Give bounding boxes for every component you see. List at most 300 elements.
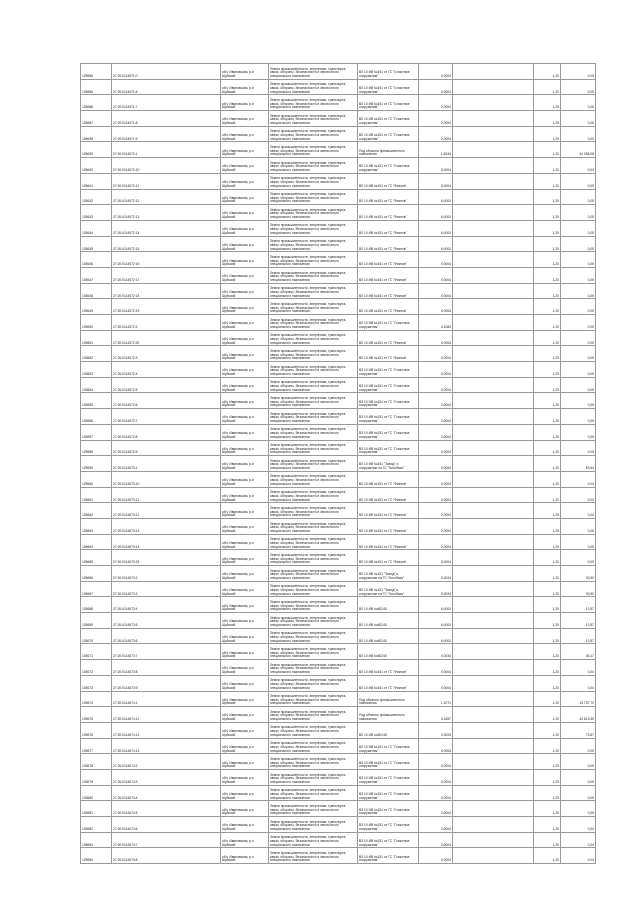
cell-rate: 1,20 [534,848,561,864]
cell-empty [453,581,534,597]
cell-record-id: 105669 [81,613,112,629]
address-line: обл. Ивановская, р-н [222,164,254,169]
cell-document: ВЗ 10 ИВ №151 от ГС "Очистные сооружения" [358,79,419,95]
cell-record-id: 105667 [81,581,112,597]
cell-empty [453,111,534,127]
cell-record-id: 105662 [81,503,112,519]
cell-cadastral-number: 27:20:0114572:1 [112,142,221,158]
cell-cadastral-number: 27:20:0114574:6 [112,817,221,833]
cell-empty [453,613,534,629]
cell-document: ВЗ 10 ИВ №151 от ГС "Очистные сооружения" [358,315,419,331]
address-line: обл. Ивановская, р-н [222,540,254,545]
cell-document: ВЗ 10 ИВ №151 от ГС "Фекнов" [358,660,419,676]
cell-document: ВЗ 10 ИВ №151 от ГС "Фекнов" [358,205,419,221]
cell-rate: 1,20 [534,487,561,503]
cell-address [221,785,269,801]
cell-document: ВЗ 10 ИВ №151 от ГС "Фекнов" [358,189,419,205]
cell-empty [453,738,534,754]
cell-area: 0,0004 [419,550,453,566]
table-row [81,675,596,691]
table-row [81,252,596,268]
cell-land-category: Земли промышленности, энергетики, транспорта, связи, обороны, безопасности и земли иного специального назначения [269,236,358,252]
cell-empty [453,424,534,440]
cell-empty [453,722,534,738]
land-register-table [80,63,596,864]
cell-record-id: 105673 [81,675,112,691]
table-row [81,393,596,409]
table-row [81,581,596,597]
table-row [81,377,596,393]
cell-tax: 0,05 [561,220,596,236]
address-line: Шуйский [222,748,236,753]
cell-record-id: 105661 [81,487,112,503]
cell-land-category: Земли промышленности, энергетики, транспорта, связи, обороны, безопасности и земли иного специального назначения [269,189,358,205]
table-row [81,299,596,315]
table-row [81,534,596,550]
cell-land-category: Земли промышленности, энергетики, транспорта, связи, обороны, безопасности и земли иного специального назначения [269,456,358,472]
cell-rate: 1,20 [534,471,561,487]
cell-cadastral-number: 27:20:0114572:6 [112,393,221,409]
cell-record-id: 105665 [81,550,112,566]
address-line: Шуйский [222,89,236,94]
table-row [81,738,596,754]
cell-cadastral-number: 27:20:0114574:12 [112,722,221,738]
cell-tax: 0,04 [561,848,596,864]
address-line: обл. Ивановская, р-н [222,493,254,498]
cell-record-id: 105677 [81,738,112,754]
address-line: обл. Ивановская, р-н [222,305,254,310]
address-line: обл. Ивановская, р-н [222,431,254,436]
cell-record-id: 105638 [81,126,112,142]
cell-rate: 1,20 [534,173,561,189]
cell-land-category: Земли промышленности, энергетики, транспорта, связи, обороны, безопасности и земли иного специального назначения [269,393,358,409]
cell-area: 0,0004 [419,79,453,95]
cell-tax: 0,05 [561,205,596,221]
cell-tax: 73,87 [561,722,596,738]
cell-area: 0,0004 [419,440,453,456]
address-line: обл. Ивановская, р-н [222,823,254,828]
cell-empty [453,817,534,833]
table-row [81,111,596,127]
cell-cadastral-number: 27:20:0114572:9 [112,440,221,456]
cell-area: 0,0004 [419,613,453,629]
cell-area: 0,0024 [419,722,453,738]
cell-tax: 30,50 [561,581,596,597]
cell-empty [453,785,534,801]
cell-cadastral-number: 27:20:0114571:8 [112,111,221,127]
cell-empty [453,456,534,472]
table-row [81,785,596,801]
cell-empty [453,189,534,205]
address-line: Шуйский [222,121,236,126]
cell-address [221,173,269,189]
cell-address [221,471,269,487]
cell-land-category: Земли промышленности, энергетики, транспорта, связи, обороны, безопасности и земли иного специального назначения [269,738,358,754]
cell-empty [453,299,534,315]
address-line: Шуйский [222,858,236,863]
table-row [81,487,596,503]
cell-document: ВЗ 10 ИВ №151 от ГС "Очистные сооружения" [358,832,419,848]
cell-tax: 0,05 [561,362,596,378]
cell-land-category: Земли промышленности, энергетики, транспорта, связи, обороны, безопасности и земли иного специального назначения [269,424,358,440]
table-row [81,550,596,566]
cell-land-category: Земли промышленности, энергетики, транспорта, связи, обороны, безопасности и земли иного специального назначения [269,644,358,660]
cell-rate: 1,20 [534,283,561,299]
cell-land-category: Земли промышленности, энергетики, транспорта, связи, обороны, безопасности и земли иного специального назначения [269,299,358,315]
cell-document: ВЗ 10 ИВ №60248 [358,722,419,738]
cell-rate: 1,20 [534,534,561,550]
cell-tax: 0,05 [561,346,596,362]
cell-land-category: Земли промышленности, энергетики, транспорта, связи, обороны, безопасности и земли иного специального назначения [269,283,358,299]
address-line: обл. Ивановская, р-н [222,635,254,640]
cell-land-category: Земли промышленности, энергетики, транспорта, связи, обороны, безопасности и земли иного специального назначения [269,534,358,550]
cell-area: 0,0004 [419,769,453,785]
cell-empty [453,315,534,331]
cell-rate: 1,20 [534,503,561,519]
table-row [81,220,596,236]
address-line: обл. Ивановская, р-н [222,525,254,530]
cell-cadastral-number: 27:20:0114572:3 [112,346,221,362]
address-line: обл. Ивановская, р-н [222,446,254,451]
address-line: Шуйский [222,701,236,706]
cell-document: ВЗ 10 ИВ №151 от ГС "Очистные сооружения" [358,126,419,142]
cell-empty [453,534,534,550]
cell-empty [453,550,534,566]
table-row [81,315,596,331]
cell-cadastral-number: 27:20:0114573:9 [112,675,221,691]
cell-cadastral-number: 27:20:0114572:19 [112,299,221,315]
cell-land-category: Земли промышленности, энергетики, транспорта, связи, обороны, безопасности и земли иного специального назначения [269,362,358,378]
cell-address [221,393,269,409]
address-line: обл. Ивановская, р-н [222,776,254,781]
cell-cadastral-number: 27:20:0114573:10 [112,471,221,487]
cell-tax: 0,05 [561,330,596,346]
address-line: обл. Ивановская, р-н [222,242,254,247]
cell-tax: 0,05 [561,173,596,189]
cell-tax: 0,05 [561,111,596,127]
cell-empty [453,832,534,848]
cell-empty [453,754,534,770]
cell-document: ВЗ 10 ИВ №151 от ГС "Очистные сооружения" [358,64,419,80]
table-row [81,173,596,189]
cell-land-category: Земли промышленности, энергетики, транспорта, связи, обороны, безопасности и земли иного специального назначения [269,566,358,582]
table-row [81,518,596,534]
cell-empty [453,377,534,393]
cell-land-category: Земли промышленности, энергетики, транспорта, связи, обороны, безопасности и земли иного специального назначения [269,252,358,268]
cell-empty [453,205,534,221]
cell-land-category: Земли промышленности, энергетики, транспорта, связи, обороны, безопасности и земли иного специального назначения [269,801,358,817]
cell-record-id: 105678 [81,754,112,770]
cell-area: 0,0004 [419,817,453,833]
cell-area: 0,0004 [419,848,453,864]
address-line: Шуйский [222,105,236,110]
cell-tax: 24 058,08 [561,142,596,158]
address-line: Шуйский [222,670,236,675]
address-line: Шуйский [222,466,236,471]
address-line: обл. Ивановская, р-н [222,603,254,608]
cell-document: ВЗ 10 ИВ №151 от ГС "Очистные сооружения" [358,409,419,425]
cell-tax: 0,05 [561,769,596,785]
cell-record-id: 105687 [81,111,112,127]
address-line: обл. Ивановская, р-н [222,70,254,75]
cell-tax: 0,05 [561,377,596,393]
table-row [81,330,596,346]
cell-empty [453,252,534,268]
cell-area: 0,0004 [419,126,453,142]
cell-area: 0,0004 [419,801,453,817]
cell-document: ВЗ 10 ИВ №151 от ГС "Фекнов" [358,330,419,346]
cell-area: 0,0004 [419,362,453,378]
cell-cadastral-number: 27:20:0114572:12 [112,189,221,205]
cell-document: Под объекты промышленного назначения [358,707,419,723]
cell-address [221,142,269,158]
cell-empty [453,142,534,158]
cell-empty [453,236,534,252]
cell-record-id: 105659 [81,456,112,472]
address-line: обл. Ивановская, р-н [222,195,254,200]
cell-area: 0,0004 [419,95,453,111]
cell-address [221,722,269,738]
cell-cadastral-number: 27:20:0114572:20 [112,330,221,346]
cell-address [221,660,269,676]
cell-rate: 1,20 [534,267,561,283]
cell-address [221,126,269,142]
address-line: Шуйский [222,779,236,784]
address-line: обл. Ивановская, р-н [222,384,254,389]
cell-rate: 1,20 [534,377,561,393]
cell-rate: 1,20 [534,550,561,566]
cell-cadastral-number: 27:20:0114573:8 [112,660,221,676]
address-line: обл. Ивановская, р-н [222,462,254,467]
cell-empty [453,330,534,346]
cell-address [221,675,269,691]
cell-record-id: 105654 [81,377,112,393]
cell-record-id: 105672 [81,660,112,676]
cell-area: 0,0004 [419,393,453,409]
cell-cadastral-number: 27:20:0114572:7 [112,409,221,425]
cell-land-category: Земли промышленности, энергетики, транспорта, связи, обороны, безопасности и земли иного специального назначения [269,205,358,221]
cell-document: ВЗ 10 ИВ №151 от ГС "Очистные сооружения" [358,801,419,817]
cell-address [221,330,269,346]
cell-tax: 0,05 [561,236,596,252]
cell-rate: 1,20 [534,581,561,597]
address-line: Шуйский [222,277,236,282]
table-row [81,456,596,472]
cell-land-category: Земли промышленности, энергетики, транспорта, связи, обороны, безопасности и земли иного специального назначения [269,111,358,127]
cell-land-category: Земли промышленности, энергетики, транспорта, связи, обороны, безопасности и земли иного специального назначения [269,503,358,519]
address-line: Шуйский [222,654,236,659]
cell-land-category: Земли промышленности, энергетики, транспорта, связи, обороны, безопасности и земли иного специального назначения [269,346,358,362]
cell-rate: 1,20 [534,220,561,236]
cell-address [221,644,269,660]
cell-cadastral-number: 27:20:0114574:4 [112,785,221,801]
cell-address [221,111,269,127]
cell-rate: 1,20 [534,785,561,801]
address-line: Шуйский [222,450,236,455]
cell-rate: 1,20 [534,409,561,425]
cell-address [221,597,269,613]
cell-address [221,205,269,221]
address-line: Шуйский [222,372,236,377]
cell-rate: 1,20 [534,440,561,456]
cell-cadastral-number: 27:20:0114571:6 [112,79,221,95]
address-line: обл. Ивановская, р-н [222,399,254,404]
address-line: Шуйский [222,623,236,628]
address-line: обл. Ивановская, р-н [222,650,254,655]
cell-document: ВЗ 10 ИВ №151 от ГС "Очистные сооружения" [358,785,419,801]
cell-rate: 1,20 [534,691,561,707]
address-line: Шуйский [222,324,236,329]
address-line: Шуйский [222,73,236,78]
cell-rate: 1,20 [534,189,561,205]
cell-area: 0,0004 [419,487,453,503]
cell-tax: 0,05 [561,534,596,550]
address-line: обл. Ивановская, р-н [222,713,254,718]
cell-land-category: Земли промышленности, энергетики, транспорта, связи, обороны, безопасности и земли иного специального назначения [269,581,358,597]
cell-document: ВЗ 10 ИВ №151 от ГС "Фекнов" [358,267,419,283]
cell-rate: 1,20 [534,518,561,534]
address-line: обл. Ивановская, р-н [222,368,254,373]
cell-address [221,487,269,503]
cell-land-category: Земли промышленности, энергетики, транспорта, связи, обороны, безопасности и земли иного специального назначения [269,95,358,111]
cell-record-id: 105640 [81,158,112,174]
table-row [81,817,596,833]
table-row [81,362,596,378]
cell-empty [453,283,534,299]
cell-rate: 1,20 [534,252,561,268]
cell-address [221,377,269,393]
table-row [81,267,596,283]
address-line: Шуйский [222,246,236,251]
cell-cadastral-number: 27:20:0114573:1 [112,456,221,472]
cell-document: ВЗ 10 ИВ №151 от ГС "Фекнов" [358,503,419,519]
cell-record-id: 105644 [81,220,112,236]
cell-area: 0,0004 [419,267,453,283]
cell-address [221,754,269,770]
cell-land-category: Земли промышленности, энергетики, транспорта, связи, обороны, безопасности и земли иного специального назначения [269,707,358,723]
cell-record-id: 105663 [81,518,112,534]
cell-record-id: 105682 [81,817,112,833]
table-row [81,644,596,660]
cell-document: ВЗ 10 ИВ №151 от ГС "Фекнов" [358,299,419,315]
cell-empty [453,628,534,644]
cell-document: ВЗ 10 ИВ №151 от ГС "Очистные сооружения" [358,769,419,785]
cell-empty [453,79,534,95]
cell-rate: 1,20 [534,236,561,252]
address-line: обл. Ивановская, р-н [222,133,254,138]
cell-record-id: 105680 [81,785,112,801]
address-line: Шуйский [222,309,236,314]
cell-tax: 13,57 [561,613,596,629]
table-row [81,346,596,362]
cell-document: ВЗ 10 ИВ №151 от ГС "Фекнов" [358,220,419,236]
address-line: обл. Ивановская, р-н [222,117,254,122]
cell-land-category: Земли промышленности, энергетики, транспорта, связи, обороны, безопасности и земли иного специального назначения [269,785,358,801]
table-row [81,754,596,770]
cell-empty [453,769,534,785]
cell-document: ВЗ 10 ИВ №151 "Завод" и сооружение на ГС "Котобаза" [358,581,419,597]
cell-rate: 1,20 [534,158,561,174]
cell-tax: 0,04 [561,660,596,676]
cell-cadastral-number: 27:20:0114572:10 [112,158,221,174]
cell-document: ВЗ 10 ИВ №151 от ГС "Очистные сооружения" [358,817,419,833]
cell-record-id: 105686 [81,64,112,80]
cell-document: ВЗ 10 ИВ №151 от ГС "Очистные сооружения" [358,111,419,127]
address-line: Шуйский [222,717,236,722]
cell-empty [453,691,534,707]
cell-address [221,613,269,629]
address-line: Шуйский [222,826,236,831]
cell-record-id: 105686 [81,79,112,95]
cell-record-id: 105649 [81,299,112,315]
address-line: обл. Ивановская, р-н [222,744,254,749]
cell-record-id: 105642 [81,189,112,205]
cell-area: 0,0004 [419,64,453,80]
cell-document: ВЗ 10 ИВ №151 от ГС "Фекнов" [358,236,419,252]
cell-cadastral-number: 27:20:0114573:4 [112,597,221,613]
cell-empty [453,503,534,519]
cell-address [221,738,269,754]
cell-record-id: 105656 [81,409,112,425]
cell-rate: 1,20 [534,64,561,80]
cell-record-id: 105683 [81,832,112,848]
cell-area: 0,0004 [419,252,453,268]
cell-land-category: Земли промышленности, энергетики, транспорта, связи, обороны, безопасности и земли иного специального назначения [269,158,358,174]
address-line: обл. Ивановская, р-н [222,556,254,561]
address-line: Шуйский [222,575,236,580]
cell-empty [453,471,534,487]
cell-record-id: 105645 [81,236,112,252]
cell-address [221,848,269,864]
cell-rate: 1,20 [534,299,561,315]
cell-document: ВЗ 10 ИВ №151 от ГС "Очистные сооружения" [358,362,419,378]
cell-area: 1,1071 [419,691,453,707]
address-line: Шуйский [222,152,236,157]
address-line: обл. Ивановская, р-н [222,148,254,153]
table-row [81,597,596,613]
cell-rate: 1,20 [534,205,561,221]
cell-tax: 0,05 [561,79,596,95]
cell-tax: 13 797,70 [561,691,596,707]
cell-address [221,456,269,472]
address-line: обл. Ивановская, р-н [222,791,254,796]
cell-record-id: 105653 [81,362,112,378]
cell-rate: 1,20 [534,95,561,111]
cell-record-id: 105671 [81,644,112,660]
address-line: обл. Ивановская, р-н [222,587,254,592]
cell-area: 0,0004 [419,785,453,801]
cell-cadastral-number: 27:20:0114574:11 [112,707,221,723]
cell-address [221,581,269,597]
cell-land-category: Земли промышленности, энергетики, транспорта, связи, обороны, безопасности и земли иного специального назначения [269,471,358,487]
cell-tax: 0,05 [561,738,596,754]
cell-land-category: Земли промышленности, энергетики, транспорта, связи, обороны, безопасности и земли иного специального назначения [269,848,358,864]
cell-rate: 1,20 [534,566,561,582]
cell-tax: 45,17 [561,644,596,660]
cell-tax: 0,05 [561,518,596,534]
cell-address [221,299,269,315]
cell-document: ВЗ 10 ИВ №151 от ГС "Фекнов" [358,550,419,566]
cell-cadastral-number: 27:20:0114572:2 [112,315,221,331]
cell-tax: 30,50 [561,566,596,582]
table-row [81,189,596,205]
cell-record-id: 105646 [81,252,112,268]
cell-tax: 43 813,55 [561,707,596,723]
cell-area: 0,0004 [419,424,453,440]
address-line: обл. Ивановская, р-н [222,838,254,843]
cell-empty [453,158,534,174]
address-line: Шуйский [222,199,236,204]
